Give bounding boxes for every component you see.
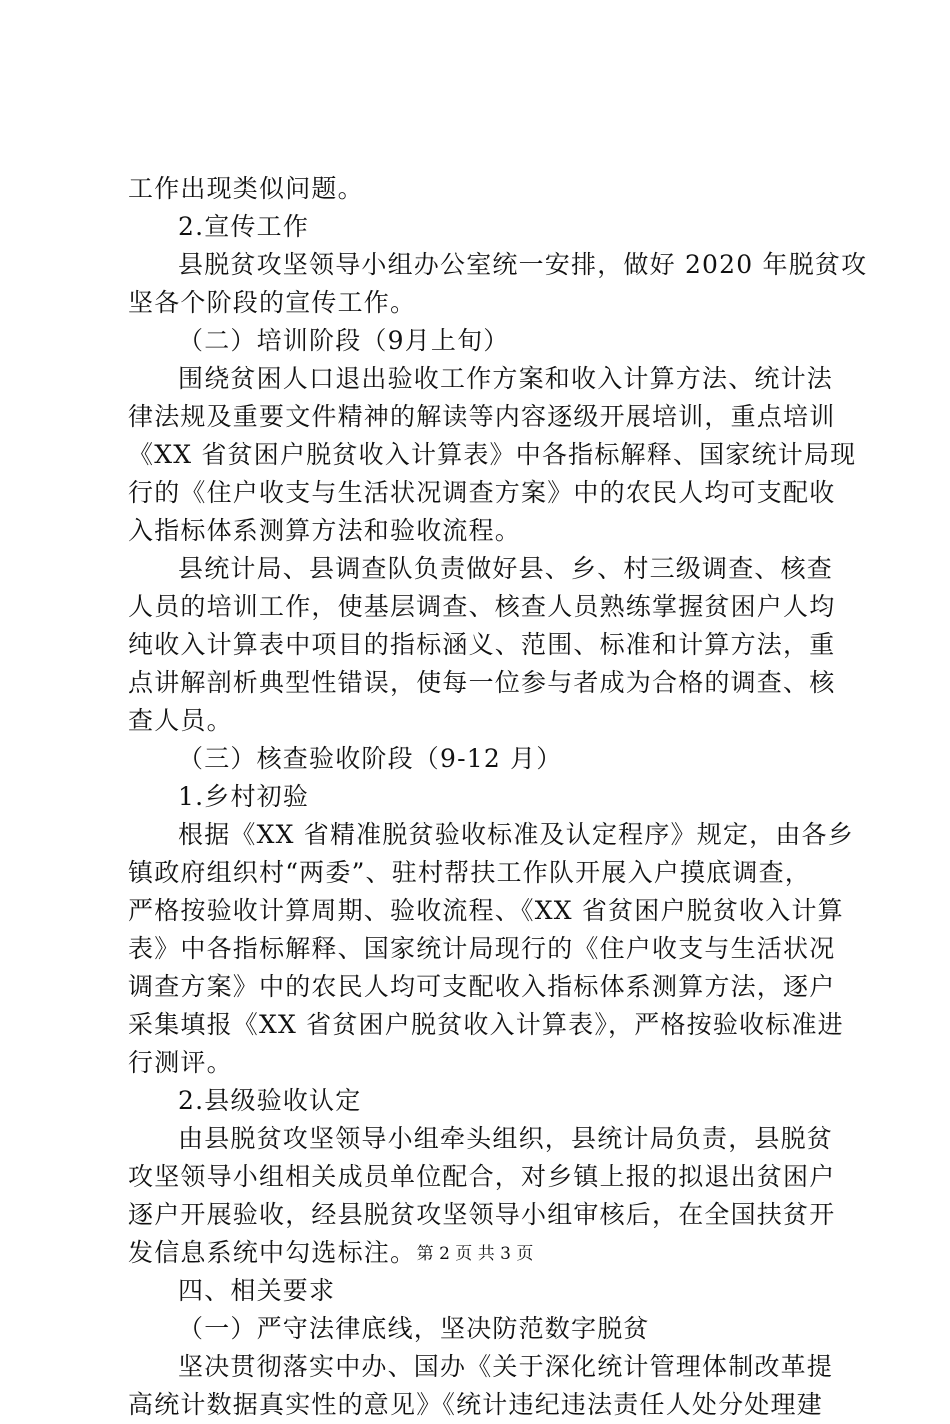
text-line: 工作出现类似问题。 [128, 174, 364, 203]
subheading-county-acceptance: 2.县级验收认定 [178, 1086, 362, 1115]
subheading-publicity-work: 2.宣传工作 [178, 212, 310, 241]
text-line: 镇政府组织村“两委”、驻村帮扶工作队开展入户摸底调查， [128, 858, 811, 887]
text-line: 坚各个阶段的宣传工作。 [128, 288, 417, 317]
text-line: 入指标体系测算方法和验收流程。 [128, 516, 522, 545]
text-line: 表》中各指标解释、国家统计局现行的《住户收支与生活状况 [128, 934, 836, 963]
text-line: 《XX 省贫困户脱贫收入计算表》中各指标解释、国家统计局现 [128, 440, 857, 469]
text-line: 围绕贫困人口退出验收工作方案和收入计算方法、统计法 [178, 364, 834, 393]
section-heading-verification-stage: （三）核查验收阶段（9-12 月） [178, 744, 563, 773]
section-heading-requirements: 四、相关要求 [178, 1276, 336, 1305]
text-line: 纯收入计算表中项目的指标涵义、范围、标准和计算方法，重 [128, 630, 836, 659]
text-line: 采集填报《XX 省贫困户脱贫收入计算表》，严格按验收标准进 [128, 1010, 844, 1039]
text-line: 县脱贫攻坚领导小组办公室统一安排，做好 2020 年脱贫攻 [178, 250, 868, 279]
subheading-legal-bottom-line: （一）严守法律底线，坚决防范数字脱贫 [178, 1314, 650, 1343]
text-line: 律法规及重要文件精神的解读等内容逐级开展培训，重点培训 [128, 402, 836, 431]
text-line: 由县脱贫攻坚领导小组牵头组织，县统计局负责，县脱贫 [178, 1124, 834, 1153]
text-line: 调查方案》中的农民人均可支配收入指标体系测算方法，逐户 [128, 972, 836, 1001]
text-line: 高统计数据真实性的意见》《统计违纪违法责任人处分处理建 [128, 1390, 823, 1419]
text-line: 行测评。 [128, 1048, 233, 1077]
text-line: 根据《XX 省精准脱贫验收标准及认定程序》规定，由各乡 [178, 820, 854, 849]
section-heading-training-stage: （二）培训阶段（9月上旬） [178, 326, 510, 355]
text-line: 发信息系统中勾选标注。 [128, 1238, 417, 1267]
text-line: 行的《住户收支与生活状况调查方案》中的农民人均可支配收 [128, 478, 836, 507]
text-line: 坚决贯彻落实中办、国办《关于深化统计管理体制改革提 [178, 1352, 834, 1381]
subheading-village-preliminary-check: 1.乡村初验 [178, 782, 310, 811]
text-line: 点讲解剖析典型性错误，使每一位参与者成为合格的调查、核 [128, 668, 836, 697]
text-line: 逐户开展验收，经县脱贫攻坚领导小组审核后，在全国扶贫开 [128, 1200, 836, 1229]
text-line: 查人员。 [128, 706, 233, 735]
text-line: 人员的培训工作，使基层调查、核查人员熟练掌握贫困户人均 [128, 592, 836, 621]
page-number-footer: 第 2 页 共 3 页 [416, 1244, 534, 1264]
document-body [128, 170, 868, 1424]
text-line: 攻坚领导小组相关成员单位配合，对乡镇上报的拟退出贫困户 [128, 1162, 836, 1191]
text-line: 严格按验收计算周期、验收流程、《XX 省贫困户脱贫收入计算 [128, 896, 844, 925]
text-line: 县统计局、县调查队负责做好县、乡、村三级调查、核查 [178, 554, 834, 583]
